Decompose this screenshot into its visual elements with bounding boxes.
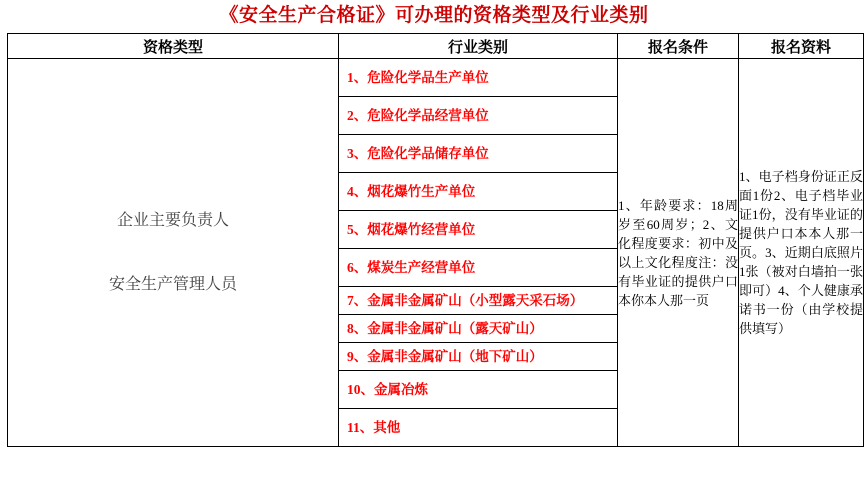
conditions-text: 1、年龄要求：18周岁至60周岁；2、文化程度要求：初中及以上文化程度注：没有毕业证的提供户口本你本人那一页	[618, 197, 738, 308]
category-cell	[8, 59, 339, 447]
conditions-cell	[618, 59, 739, 447]
list-item: 7、金属非金属矿山（小型露天采石场）	[339, 287, 617, 315]
qualification-table	[7, 33, 864, 447]
list-item: 4、烟花爆竹生产单位	[339, 173, 617, 211]
materials-text: 1、电子档身份证正反面1份2、电子档毕业证1份，没有毕业证的提供户口本本人那一页。3、近期白底照片1张（被对白墙拍一张即可）4、个人健康承诺书一份（由学校提供填写）	[739, 169, 863, 336]
industry-cell	[339, 59, 618, 447]
table-body-row	[8, 59, 864, 447]
materials-cell	[739, 59, 864, 447]
category-spacer	[8, 244, 338, 262]
list-item: 6、煤炭生产经营单位	[339, 249, 617, 287]
header-cell-category: 资格类型	[8, 34, 339, 59]
header-cell-materials: 报名资料	[739, 34, 864, 59]
header-cell-industry: 行业类别	[339, 34, 618, 59]
category-item-0: 企业主要负责人	[116, 211, 229, 229]
table-header-row	[8, 34, 864, 59]
category-item-1: 安全生产管理人员	[108, 275, 237, 293]
list-item: 1、危险化学品生产单位	[339, 59, 617, 97]
list-item: 8、金属非金属矿山（露天矿山）	[339, 315, 617, 343]
list-item: 5、烟花爆竹经营单位	[339, 211, 617, 249]
list-item: 9、金属非金属矿山（地下矿山）	[339, 343, 617, 371]
page-title: 《安全生产合格证》可办理的资格类型及行业类别	[219, 5, 649, 26]
list-item: 11、其他	[339, 409, 617, 447]
header-cell-conditions: 报名条件	[618, 34, 739, 59]
list-item: 3、危险化学品储存单位	[339, 135, 617, 173]
industry-list	[339, 59, 617, 446]
list-item: 10、金属冶炼	[339, 371, 617, 409]
list-item: 2、危险化学品经营单位	[339, 97, 617, 135]
